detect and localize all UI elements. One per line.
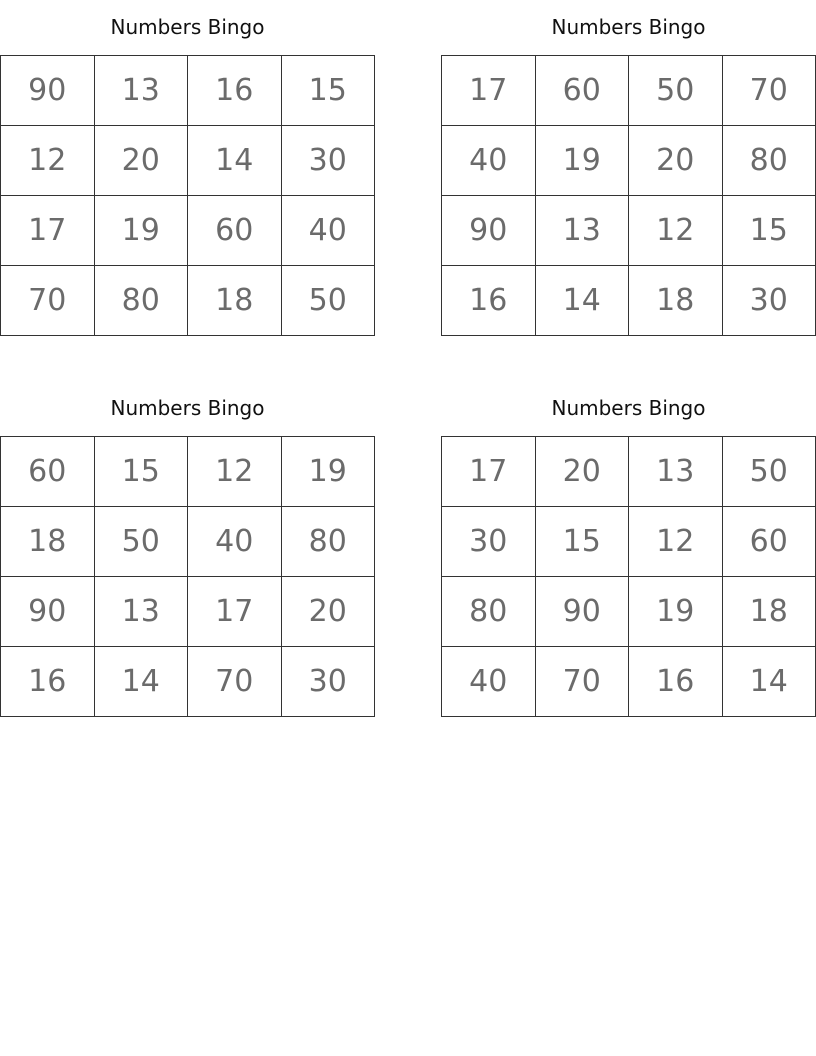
- bingo-cell: 17: [442, 56, 536, 126]
- bingo-cell: 17: [188, 577, 282, 647]
- bingo-cell: 60: [188, 196, 282, 266]
- bingo-row: [1, 266, 375, 336]
- bingo-cell: 40: [188, 507, 282, 577]
- bingo-cell: 40: [442, 647, 536, 717]
- bingo-cell: 60: [1, 437, 95, 507]
- bingo-card: [0, 381, 375, 717]
- bingo-cell: 80: [722, 126, 816, 196]
- bingo-cell: 20: [629, 126, 723, 196]
- bingo-cell: 80: [442, 577, 536, 647]
- bingo-cell: 19: [94, 196, 188, 266]
- bingo-cell: 70: [188, 647, 282, 717]
- bingo-cell: 15: [281, 56, 375, 126]
- bingo-cell: 20: [94, 126, 188, 196]
- bingo-card-title: Numbers Bingo: [110, 15, 265, 39]
- bingo-row: [1, 56, 375, 126]
- bingo-row: [1, 437, 375, 507]
- bingo-cell: 16: [188, 56, 282, 126]
- bingo-card-title: Numbers Bingo: [551, 15, 706, 39]
- bingo-card: [0, 0, 375, 336]
- bingo-row: [1, 647, 375, 717]
- bingo-cell: 18: [188, 266, 282, 336]
- bingo-row: [442, 126, 816, 196]
- bingo-cell: 13: [94, 56, 188, 126]
- bingo-cell: 14: [535, 266, 629, 336]
- bingo-row: [1, 577, 375, 647]
- bingo-cell: 60: [722, 507, 816, 577]
- bingo-cell: 15: [94, 437, 188, 507]
- bingo-cell: 15: [535, 507, 629, 577]
- bingo-card-title: Numbers Bingo: [110, 396, 265, 420]
- bingo-cell: 18: [722, 577, 816, 647]
- bingo-cell: 13: [94, 577, 188, 647]
- bingo-row: [442, 507, 816, 577]
- bingo-cell: 20: [535, 437, 629, 507]
- bingo-cell: 70: [1, 266, 95, 336]
- bingo-cell: 14: [188, 126, 282, 196]
- bingo-card: [441, 0, 816, 336]
- bingo-cell: 15: [722, 196, 816, 266]
- bingo-card: [441, 381, 816, 717]
- bingo-cell: 19: [535, 126, 629, 196]
- bingo-cell: 90: [442, 196, 536, 266]
- bingo-cell: 16: [442, 266, 536, 336]
- bingo-cell: 20: [281, 577, 375, 647]
- bingo-row: [1, 507, 375, 577]
- bingo-grid: [0, 55, 375, 336]
- bingo-cell: 90: [1, 56, 95, 126]
- bingo-cell: 30: [281, 126, 375, 196]
- bingo-cell: 12: [188, 437, 282, 507]
- bingo-cell: 50: [94, 507, 188, 577]
- bingo-cell: 17: [442, 437, 536, 507]
- bingo-cell: 14: [722, 647, 816, 717]
- bingo-cell: 90: [535, 577, 629, 647]
- bingo-row: [1, 196, 375, 266]
- bingo-cell: 14: [94, 647, 188, 717]
- bingo-grid: [0, 436, 375, 717]
- bingo-cell: 17: [1, 196, 95, 266]
- bingo-cell: 12: [1, 126, 95, 196]
- bingo-row: [442, 196, 816, 266]
- bingo-cell: 16: [629, 647, 723, 717]
- bingo-cell: 40: [281, 196, 375, 266]
- bingo-cell: 50: [281, 266, 375, 336]
- bingo-cell: 18: [1, 507, 95, 577]
- bingo-cell: 12: [629, 196, 723, 266]
- bingo-cell: 80: [281, 507, 375, 577]
- bingo-cell: 60: [535, 56, 629, 126]
- bingo-cell: 80: [94, 266, 188, 336]
- bingo-row: [1, 126, 375, 196]
- bingo-cell: 30: [442, 507, 536, 577]
- bingo-cell: 13: [535, 196, 629, 266]
- bingo-cell: 12: [629, 507, 723, 577]
- bingo-row: [442, 266, 816, 336]
- bingo-row: [442, 577, 816, 647]
- bingo-cell: 70: [722, 56, 816, 126]
- bingo-cell: 40: [442, 126, 536, 196]
- bingo-cell: 30: [722, 266, 816, 336]
- bingo-cell: 13: [629, 437, 723, 507]
- bingo-cell: 50: [722, 437, 816, 507]
- bingo-grid: [441, 436, 816, 717]
- bingo-cell: 90: [1, 577, 95, 647]
- bingo-row: [442, 437, 816, 507]
- bingo-card-title: Numbers Bingo: [551, 396, 706, 420]
- bingo-cell: 16: [1, 647, 95, 717]
- bingo-cell: 18: [629, 266, 723, 336]
- bingo-row: [442, 56, 816, 126]
- bingo-cell: 19: [629, 577, 723, 647]
- bingo-cell: 19: [281, 437, 375, 507]
- bingo-grid: [441, 55, 816, 336]
- bingo-row: [442, 647, 816, 717]
- bingo-cell: 30: [281, 647, 375, 717]
- bingo-cell: 70: [535, 647, 629, 717]
- bingo-cell: 50: [629, 56, 723, 126]
